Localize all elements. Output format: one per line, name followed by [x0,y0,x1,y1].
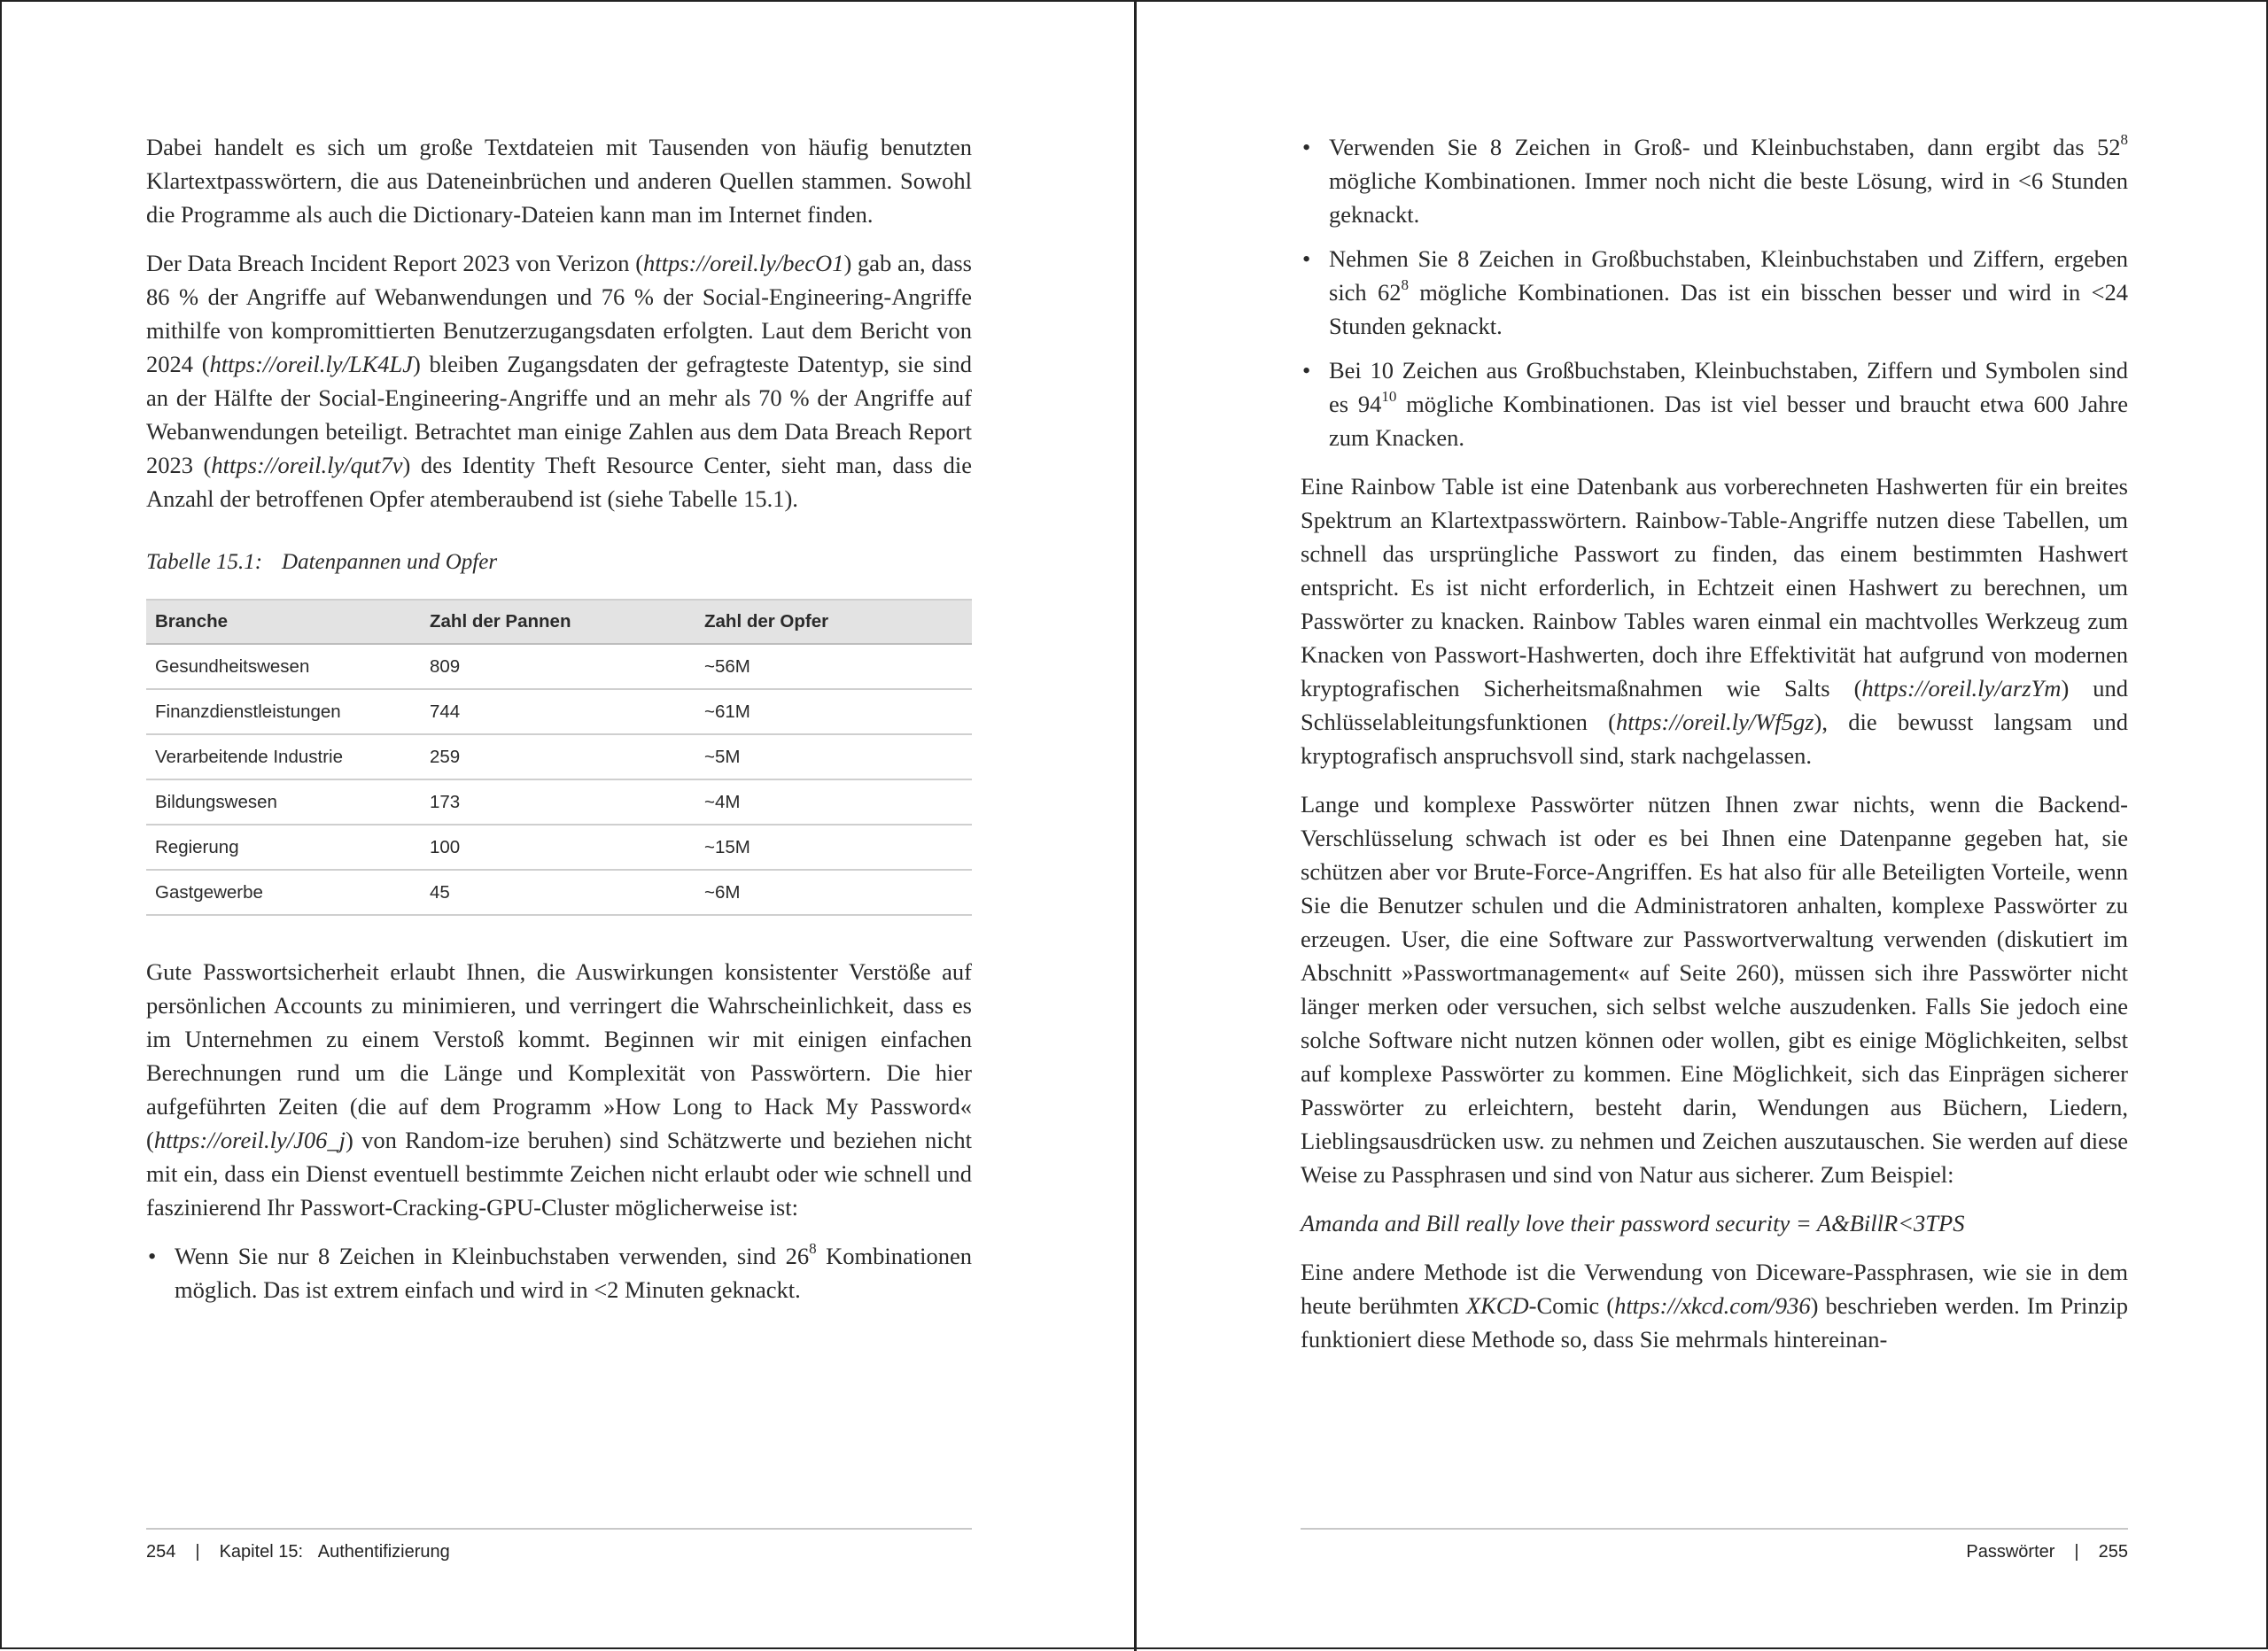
link-key-derivation[interactable]: https://oreil.ly/Wf5gz [1615,709,1814,735]
chapter-title: Authentifizierung [317,1542,450,1562]
chapter-number: Kapitel 15: [219,1542,304,1562]
paragraph-wordlists: Dabei handelt es sich um große Textdateien mit Tausenden von häufig benutzten Klartextpasswörtern, die aus Dateneinbrüchen und anderen Quellen stammen. Sowohl die Programme als auch die Dictionary-Dateien kann man im Internet finden. [146,134,972,228]
table-row [146,779,972,825]
column-header-opfer: Zahl der Opfer [695,600,972,644]
bullet-icon: • [1302,245,1311,272]
bullet-icon: • [1302,357,1311,384]
table-header-row [146,600,972,644]
column-header-branche: Branche [146,600,421,644]
table-row [146,734,972,779]
footer-separator: | [195,1542,200,1562]
cell-pannen: 744 [421,689,695,734]
left-page-footer [146,1528,972,1577]
table-row [146,825,972,870]
cell-pannen: 100 [421,825,695,870]
table-row [146,689,972,734]
cell-branche: Verarbeitende Industrie [146,734,421,779]
list-item: • Nehmen Sie 8 Zeichen in Großbuchstaben, Kleinbuchstaben und Ziffern, ergeben sich $62^8$ mögliche Kombinationen. Das ist ein bisschen besser und wird in <24 Stunden geknackt. [1301,242,2128,343]
paragraph-complex-passwords: Lange und komplexe Passwörter nützen Ihnen zwar nichts, wenn die Backend-Verschlüsselung schwach ist oder es bei Ihnen eine Datenpanne gegeben hat, sie schützen aber vor Brute-Force-Angriffen. Es hat also für alle Beteiligten Vorteile, wenn Sie die Benutzer schulen und die Administratoren anhalten, komplexe Passwörter zu erzeugen. User, die eine Software zur Passwortverwaltung verwenden (diskutiert im Abschnitt »Passwortmanagement« auf Seite 260), müssen sich ihre Passwörter nicht länger merken oder versuchen, sich selbst welche auszudenken. Falls Sie jedoch eine solche Software nicht nutzen können oder wollen, gibt es einige Möglichkeiten, selbst auf komplexe Passwörter zu kommen. Eine Möglichkeit, sich das Einprägen sicherer Passwörter zu erleichtern, besteht darin, Wendungen aus Büchern, Liedern, Lieblingsausdrücken usw. zu nehmen und Zeichen auszutauschen. Sie werden auf diese Weise zu Passphrasen und sind von Natur aus sicherer. Zum Beispiel: [1301,791,2128,1188]
cell-branche: Finanzdienstleistungen [146,689,421,734]
table-row [146,870,972,915]
link-verizon-2023[interactable]: https://oreil.ly/becO1 [643,250,844,276]
passphrase-example: Amanda and Bill really love their password security = A&BillR<3TPS [1301,1210,1965,1236]
link-how-long-to-hack[interactable]: https://oreil.ly/J06_j [153,1127,346,1153]
bullet-icon: • [148,1243,157,1269]
right-page-body [1301,130,2128,1371]
combination-list [1301,130,2128,454]
column-header-pannen: Zahl der Pannen [421,600,695,644]
link-itrc-report[interactable]: https://oreil.ly/qut7v [211,452,403,478]
cell-opfer: ~5M [695,734,972,779]
left-page-body [146,130,972,1322]
paragraph-verizon-report: Der Data Breach Incident Report 2023 von Verizon (https://oreil.ly/becO1) gab an, dass 86 % der Angriffe auf Webanwendungen und 76 % der Social-Engineering-Angriffe mithilfe von kompromittierten Benutzerzugangsdaten erfolgten. Laut dem Bericht von 2024 (https://oreil.ly/LK4LJ) bleiben Zugangsdaten der gefragteste Datentyp, sie sind an der Hälfte der Social-Engineering-Angriffe und an mehr als 70 % der Angriffe auf Webanwendungen beteiligt. Betrachtet man einige Zahlen aus dem Data Breach Report 2023 (https://oreil.ly/qut7v) des Identity Theft Resource Center, sieht man, dass die Anzahl der betroffenen Opfer atemberaubend ist (siehe Tabelle 15.1). [146,250,973,512]
bullet-icon: • [1302,134,1311,160]
paragraph-diceware: Eine andere Methode ist die Verwendung von Diceware-Passphrasen, wie sie in dem heute berühmten XKCD-Comic (https://xkcd.com/936) beschrieben werden. Im Prinzip funktioniert diese Methode so, dass Sie mehrmals hintereinan- [1301,1259,2128,1353]
page-number: 254 [146,1542,176,1562]
list-item: • Wenn Sie nur 8 Zeichen in Kleinbuchstaben verwenden, sind $26^8$ Kombinationen möglich. Das ist extrem einfach und wird in <2 Minuten geknackt. [148,1240,973,1303]
cell-branche: Gesundheitswesen [146,644,421,689]
xkcd-title: XKCD [1465,1292,1529,1319]
link-xkcd[interactable]: https://xkcd.com/936 [1614,1292,1811,1319]
link-verizon-2024[interactable]: https://oreil.ly/LK4LJ [209,351,413,377]
cell-pannen: 45 [421,870,695,915]
cell-pannen: 809 [421,644,695,689]
cell-opfer: ~56M [695,644,972,689]
paragraph-rainbow-table: Eine Rainbow Table ist eine Datenbank aus vorberechneten Hashwerten für ein breites Spektrum an Klartextpasswörtern. Rainbow-Table-Angriffe nutzen diese Tabellen, um schnell das ursprüngliche Passwort zu finden, das einem bestimmten Hashwert entspricht. Es ist nicht erforderlich, in Echtzeit einen Hashwert zu berechnen, um Passwörter zu knacken. Rainbow Tables waren einmal ein machtvolles Werkzeug zum Knacken von Passwort-Hashwerten, doch ihre Effektivität hat aufgrund von modernen kryptografischen Sicherheitsmaßnahmen wie Salts (https://oreil.ly/arzYm) und Schlüsselableitungsfunktionen (https://oreil.ly/Wf5gz), die bewusst langsam und kryptografisch anspruchsvoll sind, stark nachgelassen. [1301,473,2129,769]
combination-list [146,1239,972,1306]
breach-table [146,599,972,916]
footer-separator: | [2074,1542,2079,1562]
section-title: Passwörter [1966,1542,2055,1562]
cell-opfer: ~6M [695,870,972,915]
right-page-footer [1301,1528,2128,1577]
cell-opfer: ~61M [695,689,972,734]
page-gutter [1134,2,1137,1651]
table-row [146,644,972,689]
cell-pannen: 173 [421,779,695,825]
cell-pannen: 259 [421,734,695,779]
link-salts[interactable]: https://oreil.ly/arzYm [1861,675,2062,701]
list-item: • Bei 10 Zeichen aus Großbuchstaben, Kleinbuchstaben, Ziffern und Symbolen sind es $94^{10}$ mögliche Kombinationen. Das ist viel besser und braucht etwa 600 Jahre zum Knacken. [1301,353,2128,454]
page-number: 255 [2098,1542,2128,1562]
cell-branche: Bildungswesen [146,779,421,825]
table-caption: Tabelle 15.1: Datenpannen und Opfer [146,550,498,574]
cell-opfer: ~4M [695,779,972,825]
cell-opfer: ~15M [695,825,972,870]
cell-branche: Regierung [146,825,421,870]
cell-branche: Gastgewerbe [146,870,421,915]
list-item: • Verwenden Sie 8 Zeichen in Groß- und Kleinbuchstaben, dann ergibt das $52^8$ mögliche Kombinationen. Immer noch nicht die beste Lösung, wird in <6 Stunden geknackt. [1302,131,2128,228]
paragraph-password-security: Gute Passwortsicherheit erlaubt Ihnen, die Auswirkungen konsistenter Verstöße auf persönlichen Accounts zu minimieren, und verringert die Wahrscheinlichkeit, dass es im Unternehmen zu einem Verstoß kommt. Beginnen wir mit einigen einfachen Berechnungen rund um die Länge und Komplexität von Passwörtern. Die hier aufgeführten Zeiten (die auf dem Programm »How Long to Hack My Password« (https://oreil.ly/J06_j) von Random-ize beruhen) sind Schätzwerte und beziehen nicht mit ein, dass ein Dienst eventuell bestimmte Zeichen nicht erlaubt oder wie schnell und faszinierend Ihr Passwort-Cracking-GPU-Cluster möglicherweise ist: [146,958,972,1221]
